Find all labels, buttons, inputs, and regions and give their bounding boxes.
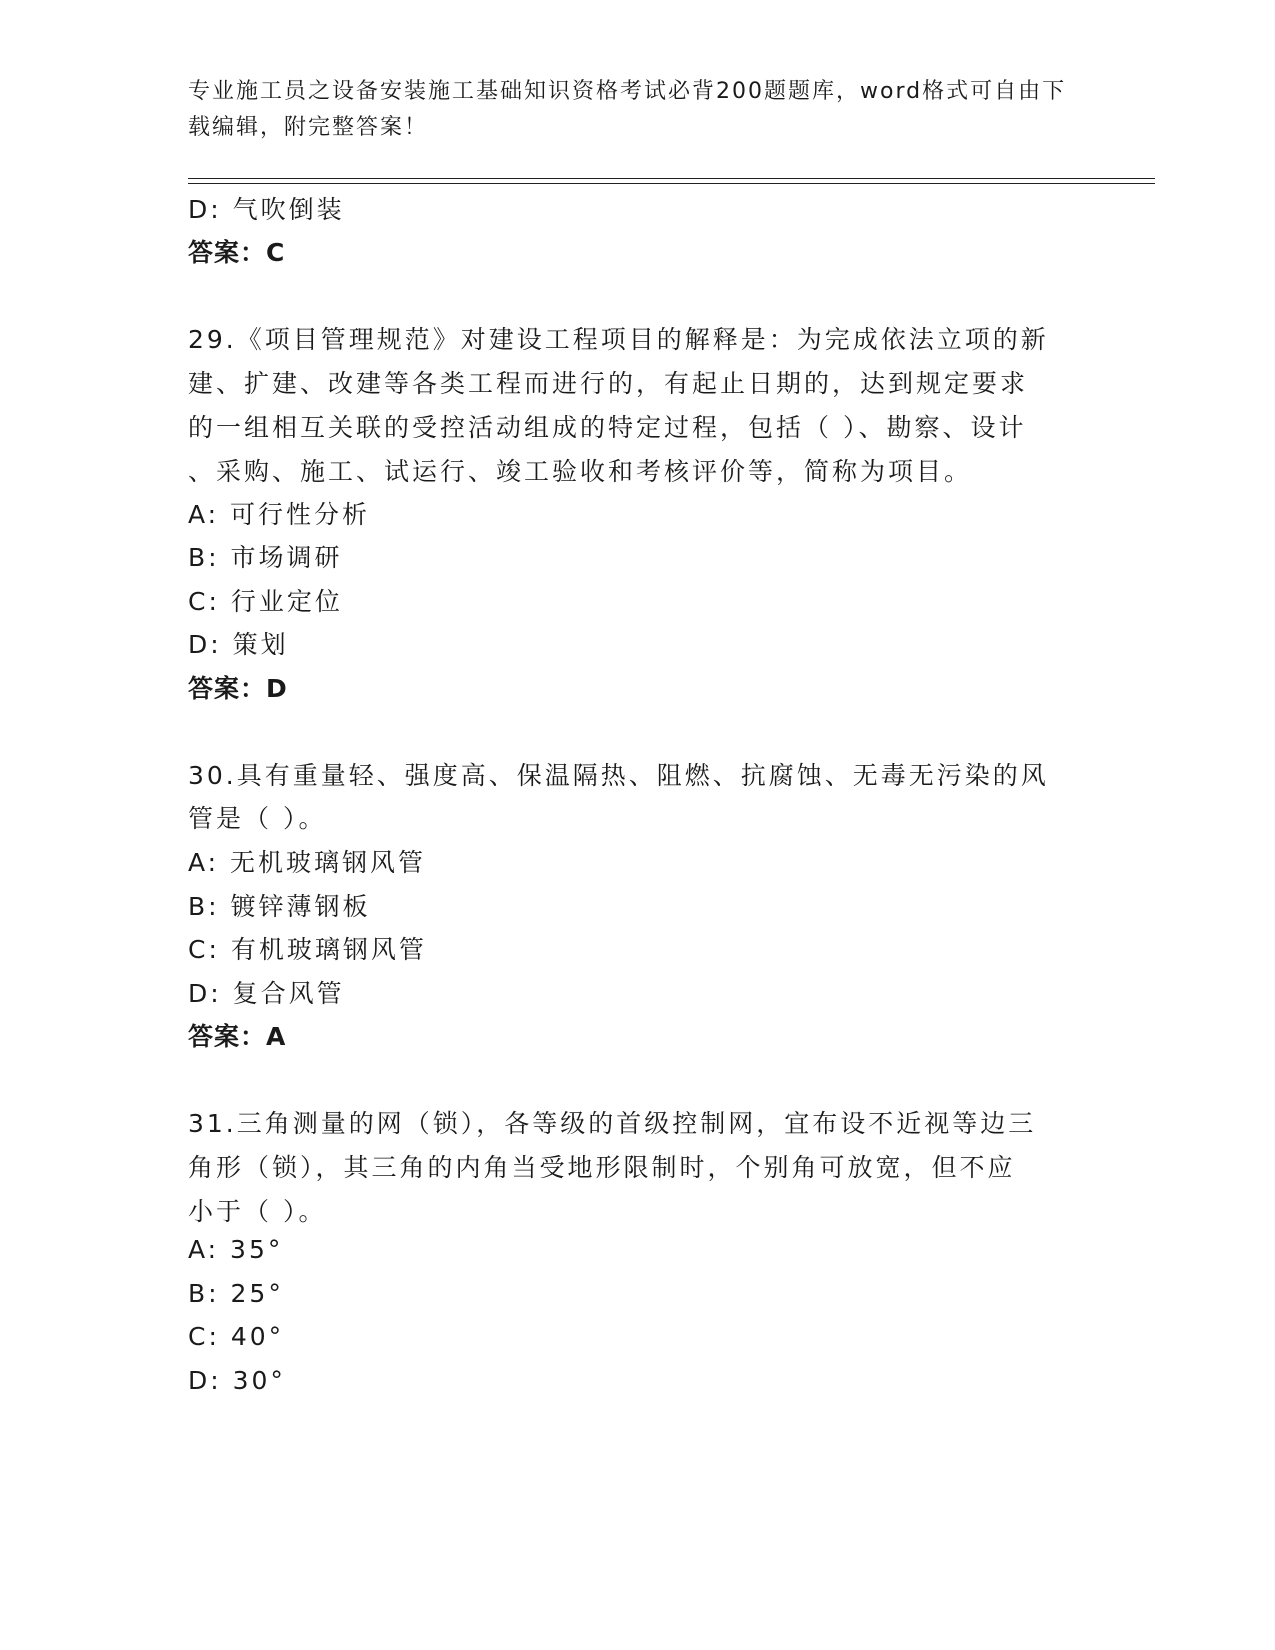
- q29-option-c: C: 行业定位: [188, 587, 343, 616]
- prev-option-d: D: 气吹倒装: [188, 195, 345, 224]
- q30-option-d: D: 复合风管: [188, 979, 345, 1008]
- q29-answer: 答案：D: [188, 674, 288, 703]
- q31-option-b: B: 25°: [188, 1279, 284, 1308]
- q29-option-d: D: 策划: [188, 630, 289, 659]
- q31-stem-line-3: 小于（ ）。: [188, 1197, 327, 1226]
- header-divider-top: [188, 178, 1155, 179]
- q31-stem-line-1: 31.三角测量的网（锁），各等级的首级控制网，宜布设不近视等边三: [188, 1109, 1037, 1138]
- q30-stem-line-1: 30.具有重量轻、强度高、保温隔热、阻燃、抗腐蚀、无毒无污染的风: [188, 761, 1049, 790]
- q29-stem-line-3: 的一组相互关联的受控活动组成的特定过程，包括（ ）、勘察、设计: [188, 413, 1027, 442]
- q30-stem-line-2: 管是（ ）。: [188, 804, 327, 833]
- q31-stem-line-2: 角形（锁），其三角的内角当受地形限制时，个别角可放宽，但不应: [188, 1153, 1016, 1182]
- q29-option-a: A: 可行性分析: [188, 500, 371, 529]
- q30-option-c: C: 有机玻璃钢风管: [188, 935, 427, 964]
- document-header: 专业施工员之设备安装施工基础知识资格考试必背200题题库，word格式可自由下载编辑，附完整答案！: [188, 79, 1067, 140]
- q31-option-c: C: 40°: [188, 1322, 285, 1351]
- q29-stem-line-1: 29.《项目管理规范》对建设工程项目的解释是：为完成依法立项的新: [188, 325, 1049, 354]
- q30-option-b: B: 镀锌薄钢板: [188, 892, 371, 921]
- q30-answer: 答案：A: [188, 1022, 287, 1051]
- q29-stem-line-2: 建、扩建、改建等各类工程而进行的，有起止日期的，达到规定要求: [188, 369, 1029, 398]
- q29-stem-line-4: 、采购、施工、试运行、竣工验收和考核评价等，简称为项目。: [188, 457, 973, 486]
- q29-option-b: B: 市场调研: [188, 543, 343, 572]
- q31-option-d: D: 30°: [188, 1366, 286, 1395]
- q31-option-a: A: 35°: [188, 1235, 284, 1264]
- q30-option-a: A: 无机玻璃钢风管: [188, 848, 427, 877]
- prev-answer: 答案：C: [188, 238, 286, 267]
- header-divider-bottom: [188, 183, 1155, 184]
